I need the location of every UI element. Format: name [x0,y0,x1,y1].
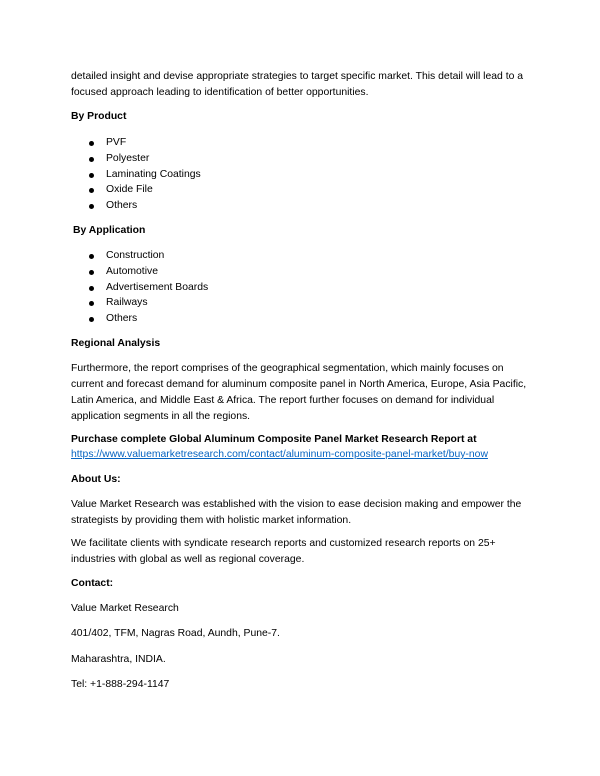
bullet-icon [89,301,94,306]
contact-address: 401/402, TFM, Nagras Road, Aundh, Pune-7. [71,628,280,639]
contact-region: Maharashtra, INDIA. [71,654,166,665]
list-item: Laminating Coatings [71,167,528,183]
list-item: Construction [71,248,528,264]
by-product-heading: By Product [71,111,127,122]
bullet-icon [89,317,94,322]
list-item: Railways [71,295,528,311]
contact-phone: Tel: +1-888-294-1147 [71,679,170,690]
intro-paragraph: detailed insight and devise appropriate strategies to target specific market. This detail will lead to a focused approach leading to identification of better opportunities. [71,71,524,98]
list-item: Advertisement Boards [71,280,528,296]
regional-analysis-heading: Regional Analysis [71,338,161,349]
about-us-paragraph-1: Value Market Research was established with the vision to ease decision making and empower the strategists by providing them with holistic market information. [71,499,522,526]
list-item: Automotive [71,264,528,280]
list-item: PVF [71,135,528,151]
bullet-icon [89,204,94,209]
list-item: Others [71,198,528,214]
by-application-list [71,248,528,327]
purchase-heading: Purchase complete Global Aluminum Composite Panel Market Research Report at [71,434,477,445]
by-product-list [71,135,528,214]
contact-heading: Contact: [71,578,114,589]
regional-analysis-paragraph: Furthermore, the report comprises of the geographical segmentation, which mainly focuses on current and forecast demand for aluminum composite panel in North America, Europe, Asia Pacific, Latin America, and Middle East & Africa. The report further focuses on demand for individual application segments in all the regions. [71,363,527,422]
list-item: Oxide File [71,182,528,198]
contact-company: Value Market Research [71,603,179,614]
bullet-icon [89,141,94,146]
about-us-paragraph-2: We facilitate clients with syndicate research reports and customized research reports on 25+ industries with global as well as regional coverage. [71,538,496,565]
purchase-link-row [71,447,528,463]
bullet-icon [89,286,94,291]
about-us-heading: About Us: [71,474,121,485]
list-item: Polyester [71,151,528,167]
bullet-icon [89,188,94,193]
list-item: Others [71,311,528,327]
bullet-icon [89,173,94,178]
bullet-icon [89,270,94,275]
by-application-heading: By Application [73,225,146,236]
bullet-icon [89,157,94,162]
bullet-icon [89,254,94,259]
purchase-link[interactable]: https://www.valuemarketresearch.com/contact/aluminum-composite-panel-market/buy-now [71,449,488,460]
